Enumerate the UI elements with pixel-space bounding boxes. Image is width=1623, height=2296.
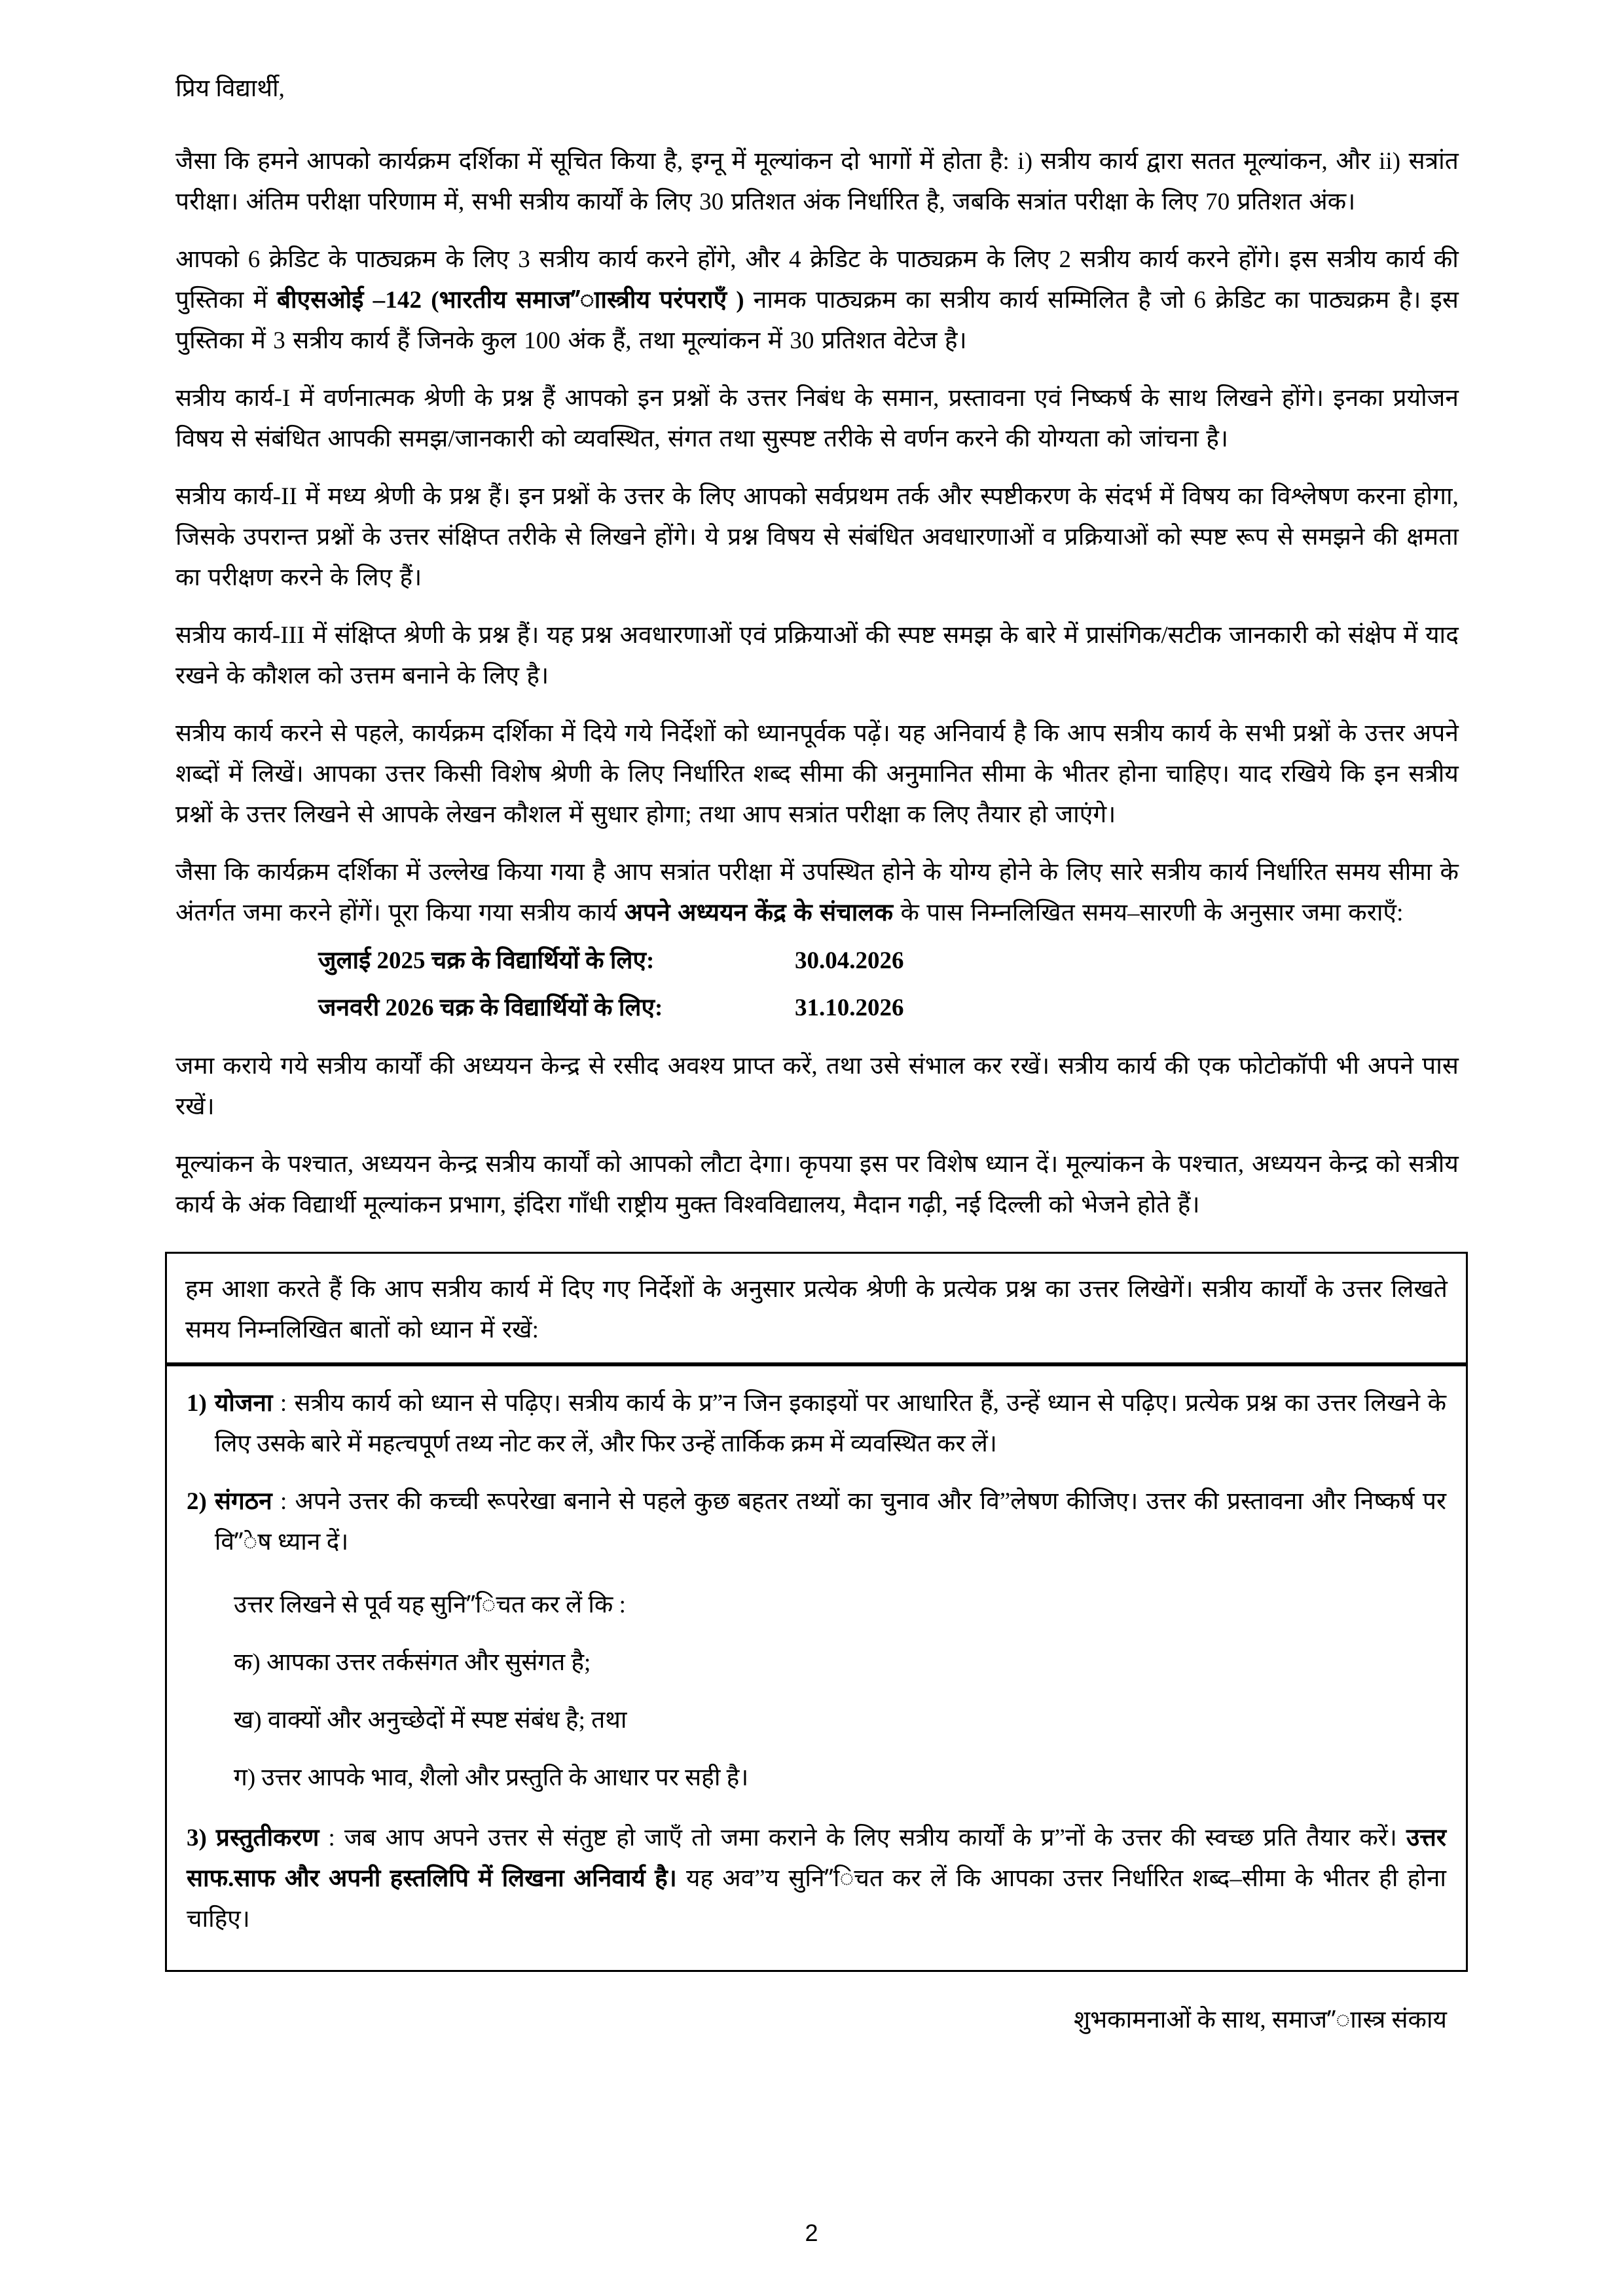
paragraph-submission-rules-lead: जैसा कि कार्यक्रम दर्शिका में उल्लेख किया गया है आप सत्रांत परीक्षा में उपस्थित होने के योग्य होने के लिए सारे सत्रीय कार्य निर्धारित समय सीमा के अंतर्गत जमा करने होंगें। पूरा किया गया सत्रीय कार्य <box>175 859 1459 926</box>
instruction-item-title: संगठन <box>214 1488 272 1515</box>
deadline-row <box>175 990 1459 1027</box>
instruction-box <box>165 1252 1468 1972</box>
instruction-item-separator: : <box>272 1488 295 1515</box>
instruction-item-organisation <box>187 1482 1446 1563</box>
instruction-item-separator: : <box>272 1390 295 1417</box>
deadline-label-july-2025: जुलाई 2025 चक्र के विद्यार्थियों के लिए: <box>318 947 655 974</box>
paragraph-receipt-advice: जमा कराये गये सत्रीय कार्याें की अध्ययन केन्द्र से रसीद अवश्य प्राप्त करें, तथा उसे संभाल कर रखें। सत्रीय कार्य की एक फोटोकॉपी भी अपने पास रखें। <box>175 1053 1459 1120</box>
instruction-item-title: योजना <box>214 1390 273 1417</box>
deadline-date-january-2026: 31.10.2026 <box>795 994 904 1021</box>
page-number: 2 <box>805 2219 818 2246</box>
instruction-item-separator: : <box>319 1825 344 1851</box>
instruction-item-text: अपने उत्तर की कच्ची रूपरेखा बनाने से पहले कुछ बहतर तथ्यों का चुनाव और वि”लेषण कीजिए। उत्तर की प्रस्तावना और निष्कर्ष पर वि”ेष ध्यान दें। <box>214 1488 1446 1556</box>
submission-deadline-table <box>175 943 1459 1027</box>
handwriting-requirement-emphasis: उत्तर साफ.साफ और अपनी हस्तलिपि में लिखना अनिवार्य है। <box>187 1825 1446 1892</box>
paragraph-submission-rules <box>175 852 1459 934</box>
instruction-item-text-lead: जब आप अपने उत्तर से संतुष्ट हो जाएँ तो जमा कराने के लिए सत्रीय कार्याें के प्र”नों के उत्तर की स्वच्छ प्रति तैयार करें। <box>344 1825 1407 1851</box>
sub-instruction-intro: उत्तर लिखने से पूर्व यह सुनि”िचत कर लें कि : <box>234 1592 626 1618</box>
instruction-item-planning <box>187 1383 1446 1465</box>
sub-instruction-ka: क) आपका उत्तर तर्कसंगत और सुसंगत है; <box>234 1649 591 1676</box>
instruction-item-text-tail: यह अव”य सुनि”िचत कर लें कि आपका उत्तर निर्धारित शब्द–सीमा के भीतर ही होना चाहिए। <box>187 1865 1446 1933</box>
content-column <box>175 71 1459 2039</box>
instruction-item-text: सत्रीय कार्य को ध्यान से पढ़िए। सत्रीय कार्य के प्र”न जिन इकाइयों पर आधारित हैं, उन्हें ध्यान से पढ़िए। प्रत्येक प्रश्न का उत्तर लिखने के लिए उसके बारे में महत्चपूर्ण तथ्य नोट कर लें, और फिर उन्हें तार्किक क्रम में व्यवस्थित कर लें। <box>214 1390 1446 1457</box>
course-code-title: बीएसओई –142 (भारतीय समाज”ाास्त्रीय परंपराएँ ) <box>276 287 744 314</box>
deadline-row <box>175 943 1459 979</box>
deadline-date-july-2025: 30.04.2026 <box>795 947 904 974</box>
instruction-item-title: प्रस्तुतीकरण <box>215 1825 319 1851</box>
paragraph-course-details-tail: नामक पाठ्यक्रम का सत्रीय कार्य सम्मिलित है जो 6 क्रेडिट का पाठ्यक्रम है। इस पुस्तिका में 3 सत्रीय कार्य हैं जिनके कुल 100 अंक हैं, तथा मूल्यांकन में 30 प्रतिशत वेटेज है। <box>175 287 1459 354</box>
instruction-item-presentation <box>187 1818 1446 1940</box>
paragraph-course-details <box>175 240 1459 361</box>
sub-instruction-ga: ग) उत्तर आपके भाव, शैलो और प्रस्तुति के आधार पर सही है। <box>234 1764 749 1791</box>
instruction-box-header <box>167 1254 1466 1366</box>
paragraph-assignment-three: सत्रीय कार्य-III में संक्षिप्त श्रेणी के प्रश्न हैं। यह प्रश्न अवधारणाओं एवं प्रक्रियाओं की स्पष्ट समझ के बारे में प्रासंगिक/सटीक जानकारी को संक्षेप में याद रखने के कौशल को उत्तम बनाने के लिए है। <box>175 622 1459 689</box>
sub-instruction-kha: ख) वाक्यों और अनुच्छेदों में स्पष्ट संबंध है; तथा <box>234 1707 627 1734</box>
paragraph-submission-rules-tail: के पास निम्नलिखित समय–सारणी के अनुसार जमा कराएँ: <box>893 900 1404 926</box>
deadline-label-january-2026: जनवरी 2026 चक्र के विद्यार्थियों के लिए: <box>318 994 663 1021</box>
paragraph-assignment-one: सत्रीय कार्य-I में वर्णनात्मक श्रेणी के प्रश्न हैं आपको इन प्रश्नों के उत्तर निबंध के समान, प्रस्तावना एवं निष्कर्ष के साथ लिखने होंगे। इनका प्रयोजन विषय से संबंधित आपकी समझ/जानकारी को व्यवस्थित, संगत तथा सुस्पष्ट तरीके से वर्णन करने की योग्यता को जांचना है। <box>175 385 1459 452</box>
instruction-item-body <box>215 1482 1446 1563</box>
paragraph-evaluation-overview: जैसा कि हमने आपको कार्यक्रम दर्शिका में सूचित किया है, इग्नू में मूल्यांकन दो भागों में होता है: i) सत्रीय कार्य द्वारा सतत मूल्यांकन, और ii) सत्रांत परीक्षा। अंतिम परीक्षा परिणाम में, सभी सत्रीय कार्यों के लिए 30 प्रतिशत अंक निर्धारित है, जबकि सत्रांत परीक्षा के लिए 70 प्रतिशत अंक। <box>175 148 1459 215</box>
paragraph-before-attempting: सत्रीय कार्य करने से पहले, कार्यक्रम दर्शिका में दिये गये निर्देशों को ध्यानपूर्वक पढ़ें। यह अनिवार्य है कि आप सत्रीय कार्य के सभी प्रश्नों के उत्तर अपने शब्दों में लिखें। आपका उत्तर किसी विशेष श्रेणी के लिए निर्धारित शब्द सीमा की अनुमानित सीमा के भीतर होना चाहिए। याद रखिये कि इन सत्रीय प्रश्नों के उत्तर लिखने से आपके लेखन कौशल में सुधार होगा; तथा आप सत्रांत परीक्षा क लिए तैयार हो जाएंगे। <box>175 720 1459 828</box>
instruction-item-body <box>215 1383 1446 1465</box>
closing-signature: शुभकामनाओं के साथ, समाज”ाास्त्र संकाय <box>1073 2007 1447 2033</box>
instruction-box-body <box>167 1366 1466 1970</box>
paragraph-course-details-lead: आपको 6 क्रेडिट के पाठ्यक्रम के लिए 3 सत्रीय कार्य करने होंगे, और 4 क्रेडिट के पाठ्यक्रम के लिए 2 सत्रीय कार्य करने होंगे। इस सत्रीय कार्य की पुस्तिका में <box>175 246 1459 314</box>
instruction-box-header-text: हम आशा करते हैं कि आप सत्रीय कार्य में दिए गए निर्देशों के अनुसार प्रत्येक श्रेणी के प्रत्येक प्रश्न का उत्तर लिखेगें। सत्रीय कार्याें के उत्तर लिखते समय निम्नलिखित बातों को ध्यान में रखें: <box>185 1276 1448 1343</box>
instruction-item-marker: 3) <box>187 1825 207 1851</box>
study-centre-coordinator-emphasis: अपने अध्ययन केंद्र के संचालक <box>624 900 894 926</box>
instruction-item-marker: 1) <box>187 1390 207 1417</box>
instruction-item-marker: 2) <box>187 1488 207 1515</box>
paragraph-assignment-two: सत्रीय कार्य-II में मध्य श्रेणी के प्रश्न हैं। इन प्रश्नों के उत्तर के लिए आपको सर्वप्रथम तर्क और स्पष्टीकरण के संदर्भ में विषय का विश्लेषण करना होगा, जिसके उपरान्त प्रश्नों के उत्तर संक्षिप्त तरीके से लिखने होंगे। ये प्रश्न विषय से संबंधित अवधारणाओं व प्रक्रियाओं को स्पष्ट रूप से समझने की क्षमता का परीक्षण करने के लिए हैं। <box>175 483 1459 591</box>
salutation: प्रिय विद्यार्थी, <box>175 75 285 102</box>
paragraph-evaluation-return: मूल्यांकन के पश्चात, अध्ययन केन्द्र सत्रीय कार्याें को आपको लौटा देगा। कृपया इस पर विशेष ध्यान दें। मूल्यांकन के पश्चात, अध्ययन केन्द्र को सत्रीय कार्य के अंक विद्यार्थी मूल्यांकन प्रभाग, इंदिरा गाँधी राष्ट्रीय मुक्त विश्वविद्यालय, मैदान गढ़ी, नई दिल्ली को भेजने होते हैं। <box>175 1151 1459 1218</box>
